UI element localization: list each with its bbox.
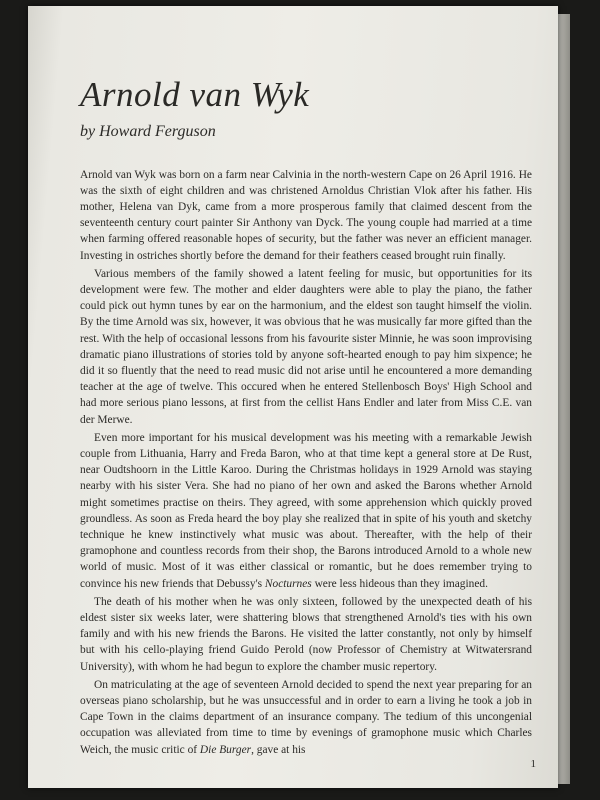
author-name: Howard Ferguson — [99, 122, 216, 140]
byline — [80, 123, 532, 141]
italic-title-nocturnes: Nocturnes — [264, 577, 312, 590]
italic-title-die-burger: Die Burger — [199, 743, 252, 756]
paragraph-5: On matriculating at the age of seventeen Arnold decided to spend the next year preparing for an overseas piano scholarship, but he was unsuccessful and in order to earn a living he took a job in Cape Town in the claims department of an insurance company. The tedium of this uncongenial occupation was alleviated from time to time by evenings of gramophone music which Charles Weich, the music critic of Die Burger, gave at his — [80, 678, 532, 756]
paragraph-3: Even more important for his musical development was his meeting with a remarkable Jewish couple from Lithuania, Harry and Freda Baron, who at that time kept a general store at De Rust, near Oudtshoorn in the Little Karoo. During the Christmas holidays in 1929 Arnold was staying nearby with his sister Vera. She had no piano of her own and asked the Barons whether Arnold might sometimes practise on theirs. They agreed, with some apprehension which quickly proved groundless. As soon as Freda heard the boy play she realized that in spite of his youth and sketchy technique he knew instinctively what music was about. Thereafter, with the help of their gramophone and countless records from their shop, the Barons introduced Arnold to a whole new world of music. Most of it was either classical or romantic, but he does remember trying to convince his new friends that Debussy's Nocturnes were less hideous than they imagined. — [80, 431, 532, 590]
page-number: 1 — [530, 758, 536, 770]
byline-prefix: by — [80, 122, 96, 140]
article-body — [80, 76, 532, 758]
article-title: Arnold van Wyk — [80, 75, 310, 114]
book-page — [28, 6, 558, 788]
paragraph-4: The death of his mother when he was only sixteen, followed by the unexpected death of his eldest sister six weeks later, were shattering blows that strengthened Arnold's ties with his own family and with his new friends the Barons. He visited the latter constantly, not only by himself but with his cello-playing friend Guido Perold (now Professor of Chemistry at Witwatersrand University), with whom he had begun to explore the chamber music repertory. — [80, 595, 532, 673]
paragraph-2: Various members of the family showed a latent feeling for music, but opportunities for its development were few. The mother and elder daughters were able to play the piano, the father could pick out hymn tunes by ear on the harmonium, and the eldest son taught himself the violin. By the time Arnold was six, however, it was obvious that he was musically far more gifted than the rest. With the help of occasional lessons from his favourite sister Minnie, he was soon improvising dramatic piano illustrations of stories told by anyone soft-hearted enough to pay him sixpence; he did it so fluently that the need to read music did not arise until he encountered a more demanding teacher at the age of twelve. This occured when he entered Stellenbosch Boys' High School and had more serious piano lessons, at first from the cellist Hans Endler and later from Miss C.E. van der Merwe. — [80, 267, 532, 426]
paragraph-1: Arnold van Wyk was born on a farm near Calvinia in the north-western Cape on 26 April 1916. He was the sixth of eight children and was christened Arnoldus Christian Vlok after his father. His mother, Helena van Dyk, came from a more prosperous family that claimed descent from the seventeenth century court painter Sir Anthony van Dyck. The young couple had married at a time when farming offered reasonable hopes of security, but the father was never an efficient manager. Investing in ostriches shortly before the demand for their feathers ceased brought ruin finally. — [80, 168, 532, 262]
